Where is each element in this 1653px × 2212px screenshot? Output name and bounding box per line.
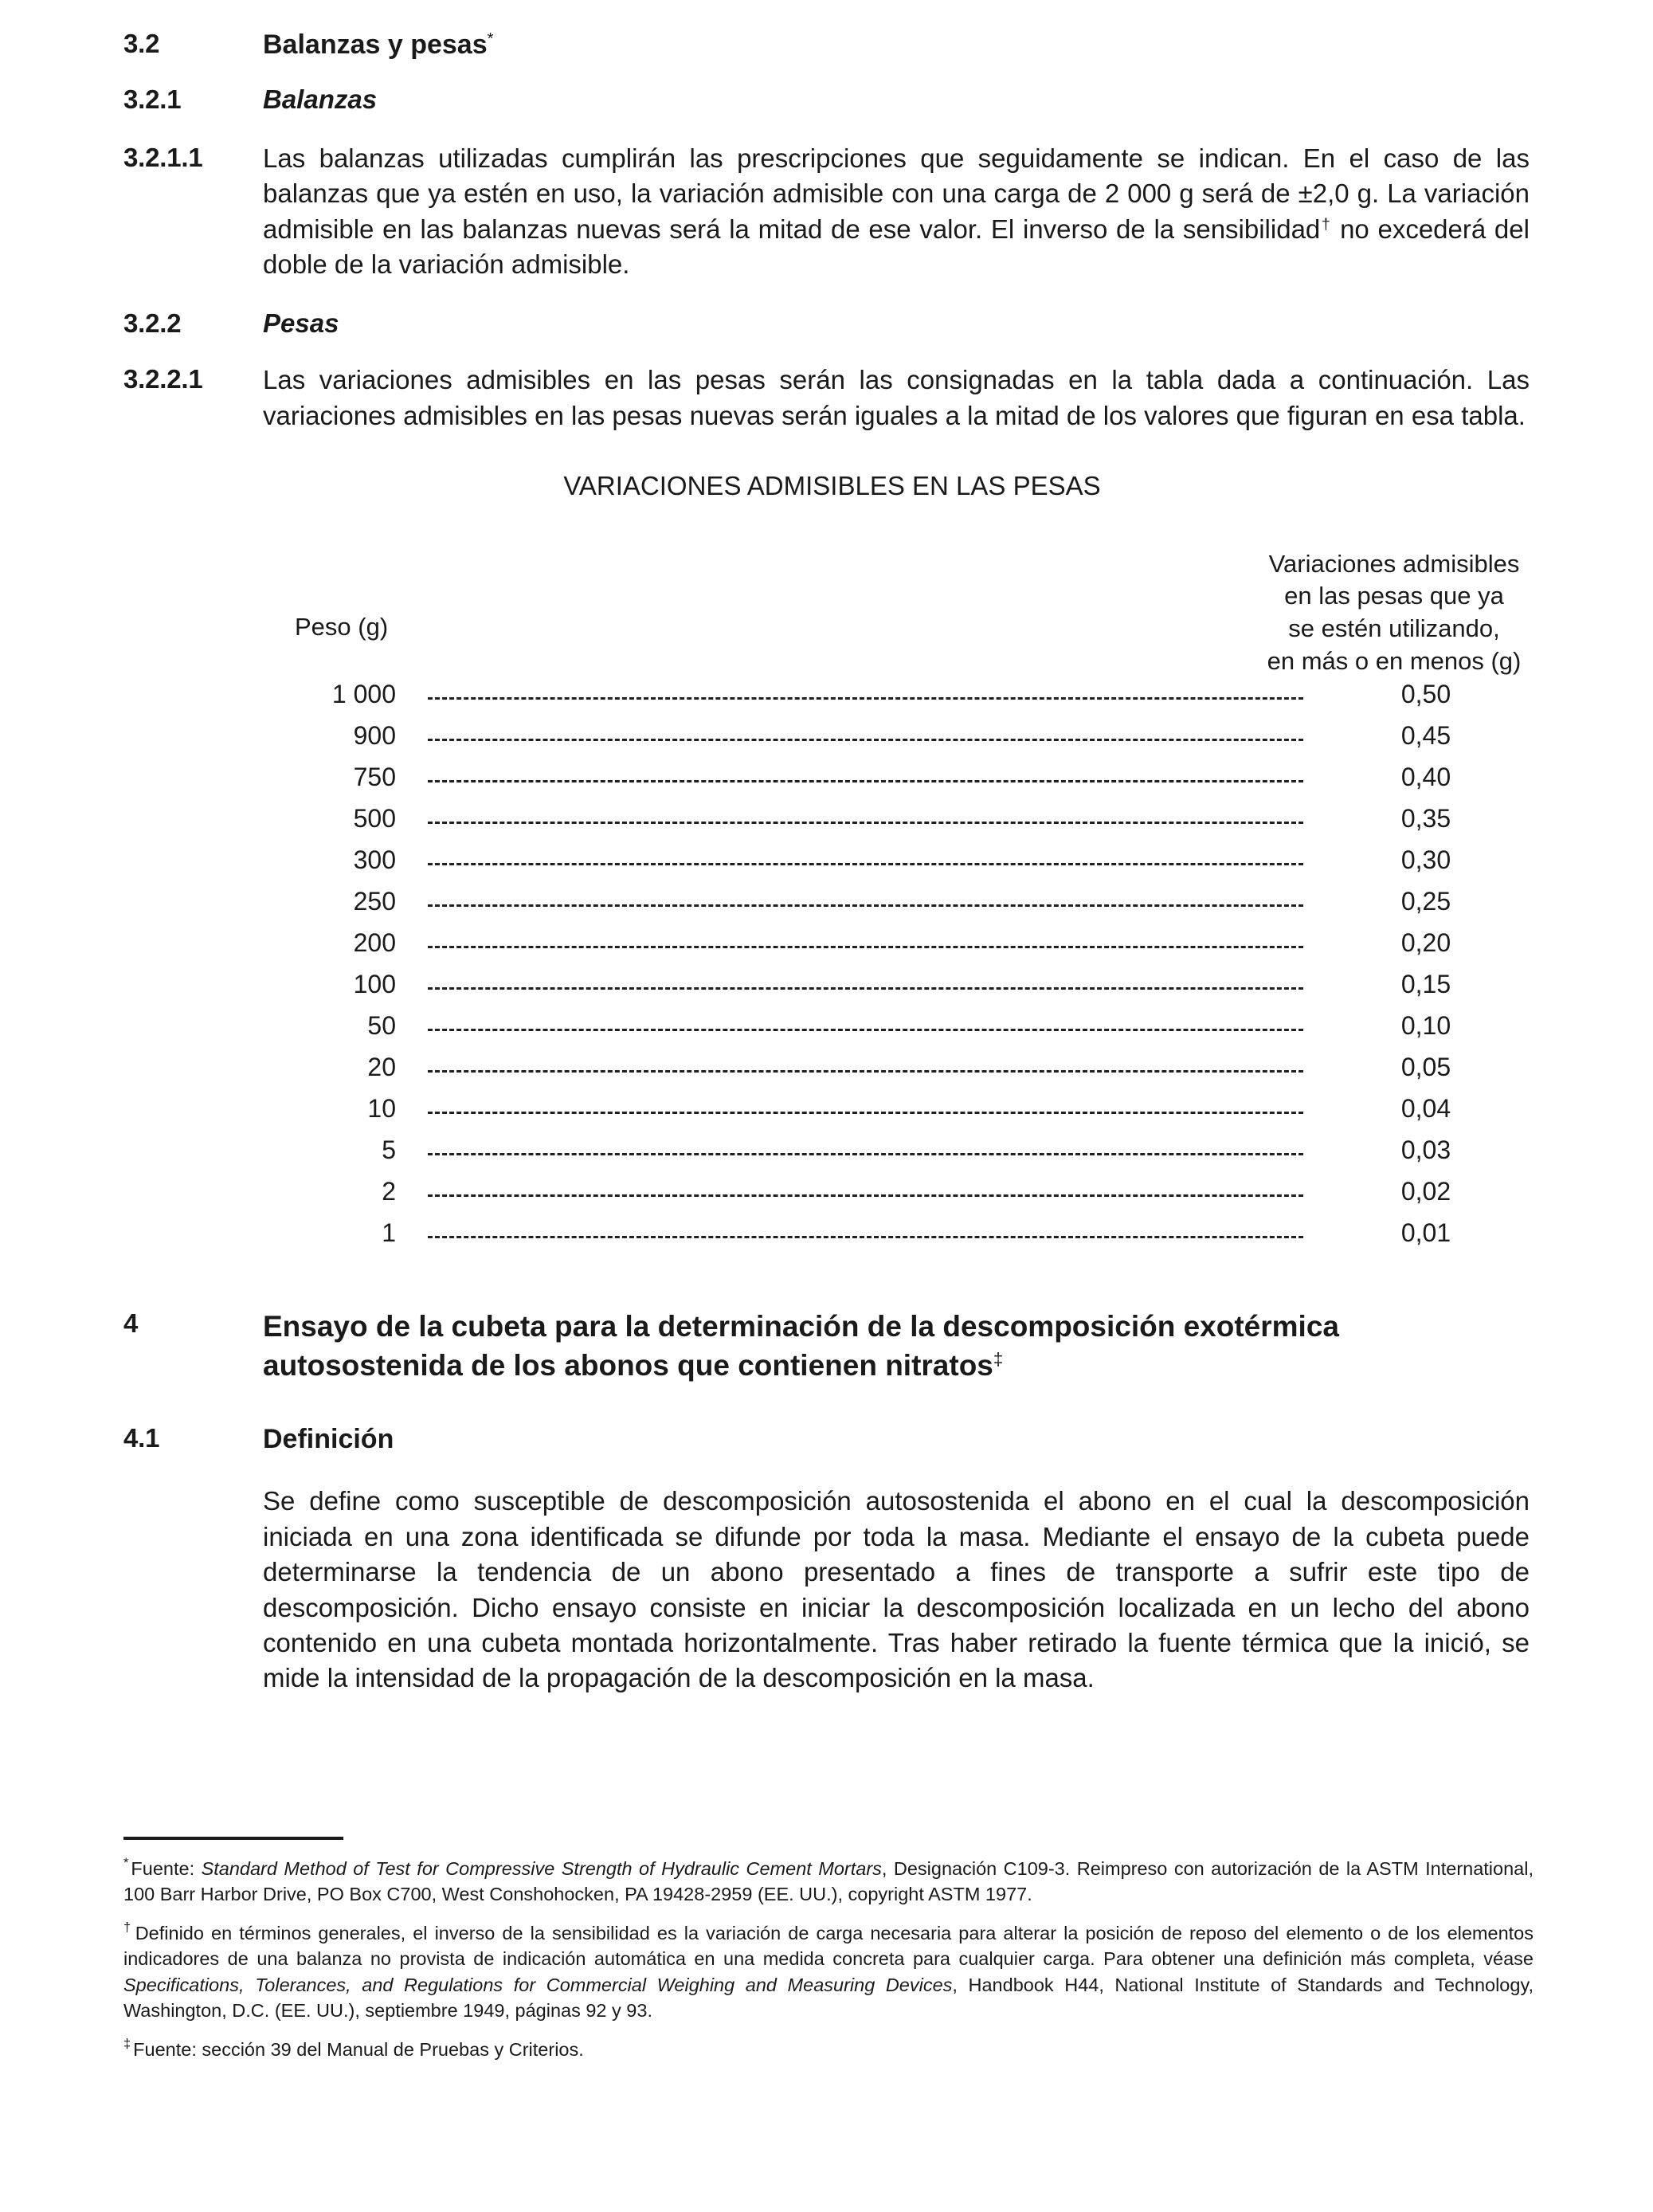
table-cell-weight: 10 [367, 1093, 396, 1123]
section-3-2-2 [123, 307, 1530, 341]
section-3-2-1-1-number: 3.2.1.1 [123, 143, 203, 173]
section-3-2-2-1 [123, 363, 1530, 433]
footnote-text-segment-1: Definido en términos generales, el inverso de la sensibilidad es la variación de carga necesaria para alterar la posición de reposo del elemento o de los elementos indicadores de una balanza no provista de indicación automática en una medida concreta para cualquier carga. Para obtener una definición más completa, véase [123, 1922, 1534, 1970]
footnote-italic-title: Specifications, Tolerances, and Regulations for Commercial Weighing and Measuring Devices [123, 1974, 953, 1995]
section-4 [123, 1307, 1530, 1385]
table-cell-variation: 0,45 [1400, 720, 1451, 750]
table-cell-variation: 0,20 [1400, 928, 1451, 957]
section-3-2-number: 3.2 [123, 29, 160, 58]
table-row-leader-dashes [428, 967, 1303, 993]
table-row-leader-dashes [428, 1092, 1303, 1117]
section-4-number: 4 [123, 1308, 139, 1338]
table-cell-variation: 0,50 [1400, 679, 1451, 708]
table-row [123, 1175, 1530, 1216]
table-row-leader-dashes [428, 1009, 1303, 1034]
section-4-1 [123, 1422, 1530, 1457]
table-row-leader-dashes [428, 1133, 1303, 1159]
table-cell-weight: 100 [353, 969, 396, 998]
paragraph-segment-2: no excederá del doble de la variación admisible. [263, 214, 1530, 280]
table-cell-variation: 0,02 [1400, 1176, 1451, 1206]
table-column-header-variation-line-1: Variaciones admisibles [1268, 549, 1520, 578]
table-cell-variation: 0,03 [1400, 1135, 1451, 1164]
table-cell-weight: 750 [353, 762, 396, 791]
table-row-leader-dashes [428, 1050, 1303, 1076]
table-cell-weight: 20 [367, 1052, 396, 1081]
table-column-header-variation-line-2: en las pesas que ya [1284, 582, 1504, 610]
table-row [123, 677, 1530, 719]
footnote-2 [123, 1920, 1534, 2024]
section-4-1-number: 4.1 [123, 1423, 160, 1453]
footnote-ref-double-dagger: ‡ [993, 1349, 1004, 1370]
footnote-marker: † [123, 1920, 133, 1935]
table-cell-variation: 0,10 [1400, 1010, 1451, 1040]
document-content [123, 27, 1530, 1696]
table-column-header-variation [1235, 548, 1553, 677]
table-cell-variation: 0,35 [1400, 803, 1451, 833]
footnote-text-segment-1: Fuente: sección 39 del Manual de Pruebas y Criterios. [133, 2038, 584, 2060]
table-header-row [123, 543, 1530, 677]
section-3-2-title-text: Balanzas y pesas [263, 29, 488, 60]
table-row [123, 719, 1530, 760]
table-row [123, 1092, 1530, 1133]
table-cell-variation: 0,30 [1400, 845, 1451, 874]
table-row-leader-dashes [428, 719, 1303, 744]
table-cell-weight: 5 [382, 1135, 396, 1164]
table-row [123, 1009, 1530, 1050]
weights-tolerance-table [123, 470, 1530, 1257]
footnote-marker: * [123, 1856, 129, 1871]
table-cell-weight: 1 000 [331, 679, 396, 708]
section-3-2-1-1 [123, 141, 1530, 283]
table-cell-variation: 0,25 [1400, 886, 1451, 916]
table-row [123, 926, 1530, 967]
table-cell-variation: 0,15 [1400, 969, 1451, 998]
footnote-3 [123, 2037, 1534, 2062]
footnote-list [123, 1856, 1534, 2062]
table-cell-weight: 250 [353, 886, 396, 916]
table-row [123, 1050, 1530, 1092]
footnote-text-segment-1: Fuente: [131, 1858, 202, 1879]
section-3-2-1-1-paragraph [263, 141, 1530, 283]
table-cell-weight: 300 [353, 845, 396, 874]
footnotes-area [123, 1837, 1534, 2062]
table-cell-variation: 0,40 [1400, 762, 1451, 791]
footnote-marker: ‡ [123, 2036, 131, 2051]
footnote-text-segment-2: , Designación C109-3. Reimpreso con autorización de la ASTM International, 100 Barr Harbor Drive, PO Box C700, West Conshohocken, PA 19428-2959 (EE. UU.), copyright ASTM 1977. [123, 1858, 1534, 1905]
section-4-1-title: Definición [263, 1424, 394, 1455]
section-3-2-title [263, 27, 1530, 62]
section-3-2-1-number: 3.2.1 [123, 84, 182, 115]
table-row [123, 843, 1530, 884]
paragraph-segment-1: Las balanzas utilizadas cumplirán las prescripciones que seguidamente se indican. En el caso de las balanzas que ya estén en uso, la variación admisible con una carga de 2 000 g será de ±2,0 g. La variación admisible en las balanzas nuevas será la mitad de ese valor. El inverso de la sensibilidad [263, 143, 1530, 244]
table-row [123, 1216, 1530, 1257]
section-4-title-text: Ensayo de la cubeta para la determinación de la descomposición exotérmica autosostenida de los abonos que contienen nitratos [263, 1309, 1339, 1382]
footnote-ref-dagger: † [1320, 215, 1332, 233]
table-cell-weight: 2 [382, 1176, 396, 1206]
section-3-2 [123, 27, 1530, 62]
table-row [123, 884, 1530, 926]
table-row-leader-dashes [428, 760, 1303, 786]
table-row [123, 1133, 1530, 1175]
table-cell-variation: 0,01 [1400, 1218, 1451, 1247]
table-column-header-variation-line-4: en más o en menos (g) [1267, 646, 1522, 675]
table-column-header-weight: Peso (g) [295, 612, 389, 641]
table-row-leader-dashes [428, 1175, 1303, 1200]
section-4-title [263, 1307, 1530, 1385]
table-column-header-variation-line-3: se estén utilizando, [1288, 614, 1500, 643]
table-row [123, 802, 1530, 843]
footnote-italic-title: Standard Method of Test for Compressive Strength of Hydraulic Cement Mortars [201, 1858, 882, 1879]
section-4-1-paragraph: Se define como susceptible de descomposición autosostenida el abono en el cual la descomposición iniciada en una zona identificada se difunde por toda la masa. Mediante el ensayo de la cubeta puede determinarse la tendencia de un abono presentado a fines de transporte a sufrir este tipo de descomposición. Dicho ensayo consiste en iniciar la descomposición localizada en un lecho del abono contenido en una cubeta montada horizontalmente. Tras haber retirado la fuente térmica que la inició, se mide la intensidad de la propagación de la descomposición en la masa. [263, 1486, 1530, 1693]
footnote-ref-asterisk: * [487, 30, 494, 49]
table-row-leader-dashes [428, 677, 1303, 703]
section-4-1-body [123, 1484, 1530, 1696]
table-cell-weight: 200 [353, 928, 396, 957]
table-cell-weight: 900 [353, 720, 396, 750]
table-cell-variation: 0,04 [1400, 1093, 1451, 1123]
table-cell-variation: 0,05 [1400, 1052, 1451, 1081]
footnote-text-segment-2: , Handbook H44, National Institute of Standards and Technology, Washington, D.C. (EE. UU.), septiembre 1949, páginas 92 y 93. [123, 1974, 1534, 2022]
table-row-leader-dashes [428, 926, 1303, 951]
section-3-2-1-title: Balanzas [263, 84, 378, 115]
section-3-2-2-title: Pesas [263, 308, 339, 338]
table-title: VARIACIONES ADMISIBLES EN LAS PESAS [563, 471, 1101, 501]
table-cell-weight: 500 [353, 803, 396, 833]
section-3-2-2-number: 3.2.2 [123, 308, 182, 338]
section-3-2-1 [123, 83, 1530, 117]
section-3-2-2-1-paragraph: Las variaciones admisibles en las pesas serán las consignadas en la tabla dada a continuación. Las variaciones admisibles en las pesas nuevas serán iguales a la mitad de los valores que figuran en esa tabla. [263, 365, 1530, 430]
table-row-leader-dashes [428, 1216, 1303, 1241]
table-cell-weight: 50 [367, 1010, 396, 1040]
table-row-leader-dashes [428, 884, 1303, 910]
footnote-separator-rule [123, 1837, 343, 1840]
table-row-leader-dashes [428, 802, 1303, 827]
footnote-1 [123, 1856, 1534, 1908]
table-row-leader-dashes [428, 843, 1303, 869]
table-cell-weight: 1 [382, 1218, 396, 1247]
table-body [123, 677, 1530, 1257]
table-row [123, 760, 1530, 802]
section-3-2-2-1-number: 3.2.2.1 [123, 364, 203, 394]
table-row [123, 967, 1530, 1009]
